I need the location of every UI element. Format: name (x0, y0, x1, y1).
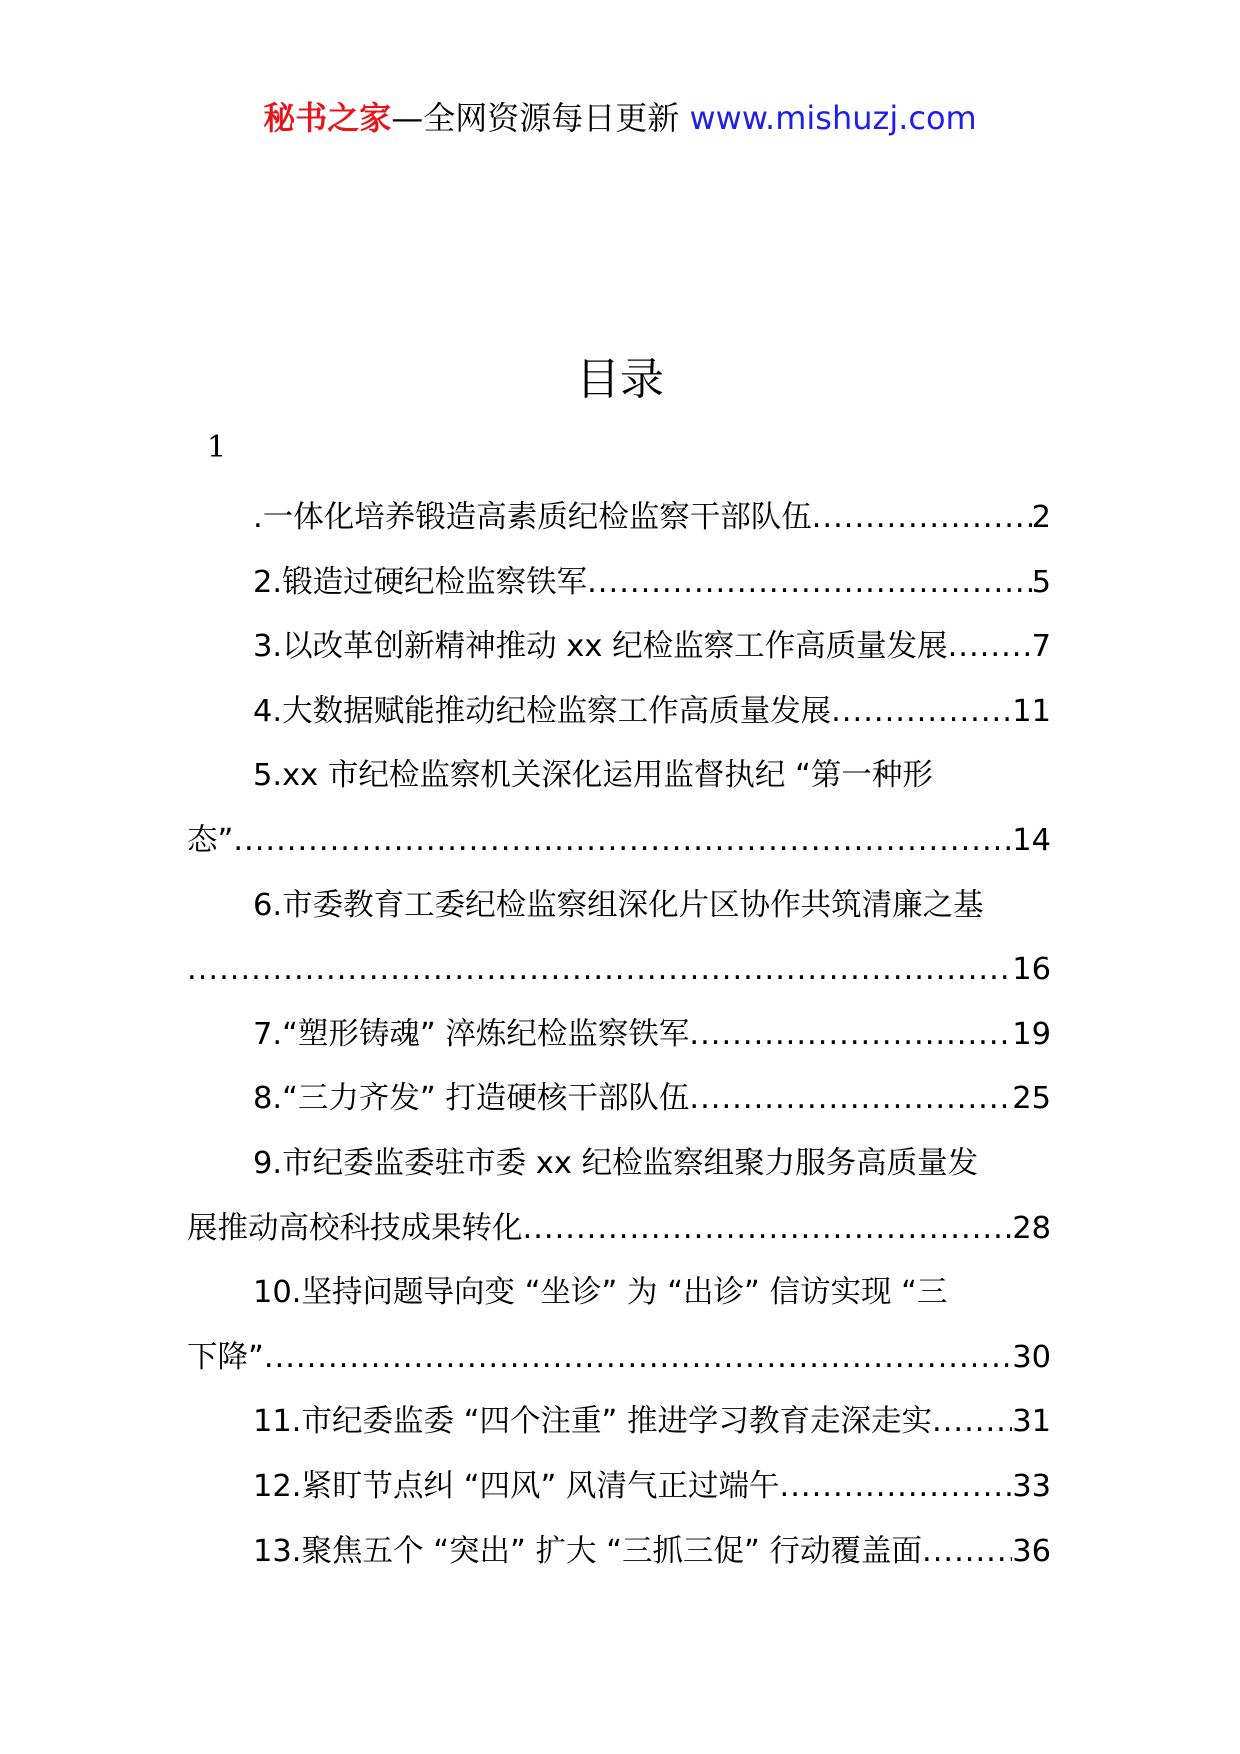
toc-entry-title-continued: 下降” (187, 1339, 264, 1375)
toc-entry-1[interactable] (187, 486, 1051, 551)
toc-entry-4[interactable] (187, 680, 1051, 745)
toc-page-number: 11 (1012, 693, 1051, 729)
toc-entry-title: 6.市委教育工委纪检监察组深化片区协作共筑清廉之基 (253, 887, 984, 923)
toc-entry-11[interactable] (187, 1390, 1051, 1455)
site-url-link[interactable]: www.mishuzj.com (689, 99, 977, 137)
toc-page-number: 2 (1031, 500, 1051, 535)
site-brand: 秘书之家 (263, 99, 392, 137)
toc-entry-title: 11.市纪委监委 “四个注重” 推进学习教育走深走实 (253, 1404, 932, 1440)
toc-entry-2[interactable] (187, 551, 1051, 616)
dot-leader (187, 938, 1012, 1003)
toc-page-number: 7 (1031, 629, 1051, 665)
toc-page-number: 31 (1012, 1404, 1051, 1440)
toc-entry-13[interactable] (187, 1520, 1051, 1585)
page-marker: 1 (207, 430, 227, 465)
toc-page-number: 25 (1012, 1081, 1051, 1117)
toc-page-number: 5 (1031, 564, 1051, 600)
toc-page-number: 19 (1012, 1016, 1051, 1052)
toc-page-number: 16 (1012, 952, 1051, 988)
dot-leader (922, 1520, 1012, 1585)
dot-leader (689, 1003, 1012, 1068)
toc-entry-title: 3.以改革创新精神推动 xx 纪检监察工作高质量发展 (253, 629, 948, 665)
toc-entry-title: 13.聚焦五个 “突出” 扩大 “三抓三促” 行动覆盖面 (253, 1533, 922, 1569)
dot-leader (264, 1326, 1012, 1391)
toc-entry-10[interactable] (187, 1261, 1051, 1390)
toc-page-number: 30 (1012, 1339, 1051, 1375)
dot-leader (523, 1197, 1013, 1262)
toc-entry-title: 5.xx 市纪检监察机关深化运用监督执纪 “第一种形 (253, 758, 933, 794)
toc-entry-title-continued: 展推动高校科技成果转化 (187, 1210, 523, 1246)
toc-page-number: 33 (1012, 1468, 1051, 1504)
dot-leader (932, 1390, 1012, 1455)
dot-leader (812, 486, 1032, 551)
toc-page-number: 36 (1012, 1533, 1051, 1569)
dot-leader (948, 615, 1032, 680)
dot-leader (233, 809, 1012, 874)
site-tagline: —全网资源每日更新 (391, 99, 680, 137)
toc-entry-title: 10.坚持问题导向变 “坐诊” 为 “出诊” 信访实现 “三 (253, 1275, 948, 1311)
toc-title: 目录 (576, 354, 664, 405)
toc-entry-title: 12.紧盯节点纠 “四风” 风清气正过端午 (253, 1468, 780, 1504)
toc-entry-12[interactable] (187, 1455, 1051, 1520)
toc-page-number: 28 (1012, 1210, 1051, 1246)
toc-entry-9[interactable] (187, 1132, 1051, 1261)
toc-entry-title: 2.锻造过硬纪检监察铁军 (253, 564, 588, 600)
toc-entry-title: 7.“塑形铸魂” 淬炼纪检监察铁军 (253, 1016, 690, 1052)
toc-entry-title-continued: 态” (187, 822, 234, 858)
toc-entry-7[interactable] (187, 1003, 1051, 1068)
toc-entry-title: 4.大数据赋能推动纪检监察工作高质量发展 (253, 693, 832, 729)
dot-leader (587, 551, 1031, 616)
table-of-contents (187, 486, 1051, 1584)
toc-entry-3[interactable] (187, 615, 1051, 680)
dot-leader (780, 1455, 1013, 1520)
toc-page-number: 14 (1012, 822, 1051, 858)
site-header (0, 96, 1240, 140)
dot-leader (831, 680, 1012, 745)
toc-entry-title: 9.市纪委监委驻市委 xx 纪检监察组聚力服务高质量发 (253, 1145, 979, 1181)
toc-entry-title: 8.“三力齐发” 打造硬核干部队伍 (253, 1081, 690, 1117)
dot-leader (689, 1067, 1012, 1132)
toc-entry-6[interactable] (187, 874, 1051, 1003)
toc-entry-5[interactable] (187, 744, 1051, 873)
toc-entry-title: .一体化培养锻造高素质纪检监察干部队伍 (253, 500, 812, 535)
toc-entry-8[interactable] (187, 1067, 1051, 1132)
